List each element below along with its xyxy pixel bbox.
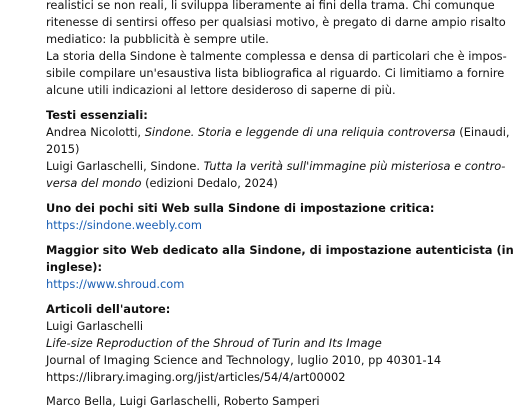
articles-heading: Articoli dell'autore:: [46, 302, 171, 316]
article-journal: Journal of Imaging Science and Technology, luglio 2010, pp 40301-14: [46, 353, 442, 367]
critical-site-heading: Uno dei pochi siti Web sulla Sindone di impostazione critica:: [46, 201, 435, 215]
intro-line: realistici se non reali, li sviluppa liberamente ai fini della trama. Chi comunque: [46, 0, 495, 12]
intro-line: La storia della Sindone è talmente complessa e densa di particolari che è impos-: [46, 49, 507, 63]
authentic-site-heading-cont: inglese):: [46, 260, 103, 274]
entry-year: 2015): [46, 142, 80, 156]
article-title: Life-size Reproduction of the Shroud of Turin and Its Image: [46, 336, 382, 350]
intro-line: alcune utili indicazioni al lettore desideroso di saperne di più.: [46, 83, 396, 97]
article-author: Luigi Garlaschelli: [46, 319, 144, 333]
bibliography-entry: [46, 124, 510, 141]
entry-author: Luigi Garlaschelli, Sindone.: [46, 159, 204, 173]
authentic-site-link[interactable]: https://www.shroud.com: [46, 277, 185, 291]
article-authors: Marco Bella, Luigi Garlaschelli, Roberto Samperi: [46, 394, 320, 408]
entry-author: Andrea Nicolotti,: [46, 125, 145, 139]
intro-line: sibile compilare un'esaustiva lista bibliografica al riguardo. Ci limitiamo a fornire: [46, 66, 505, 80]
critical-site-link[interactable]: https://sindone.weebly.com: [46, 218, 202, 232]
entry-title: Sindone. Storia e leggende di una reliquia controversa: [144, 125, 456, 139]
entry-publisher: (edizioni Dedalo, 2024): [141, 176, 278, 190]
authentic-site-heading: Maggior sito Web dedicato alla Sindone, di impostazione autenticista (in: [46, 243, 514, 257]
article-link[interactable]: https://library.imaging.org/jist/articles/54/4/art00002: [46, 370, 346, 384]
intro-line: mediatico: la pubblicità è sempre utile.: [46, 32, 269, 46]
bibliography-entry-cont: [46, 175, 278, 192]
entry-publisher: (Einaudi,: [455, 125, 510, 139]
essential-texts-heading: Testi essenziali:: [46, 108, 148, 122]
entry-title: Tutta la verità sull'immagine più misteriosa e contro-: [203, 159, 506, 173]
entry-title: versa del mondo: [46, 176, 142, 190]
bibliography-entry: [46, 158, 505, 175]
intro-line: ritenesse di sentirsi offeso per qualsiasi motivo, è pregato di darne ampio risalto: [46, 15, 506, 29]
